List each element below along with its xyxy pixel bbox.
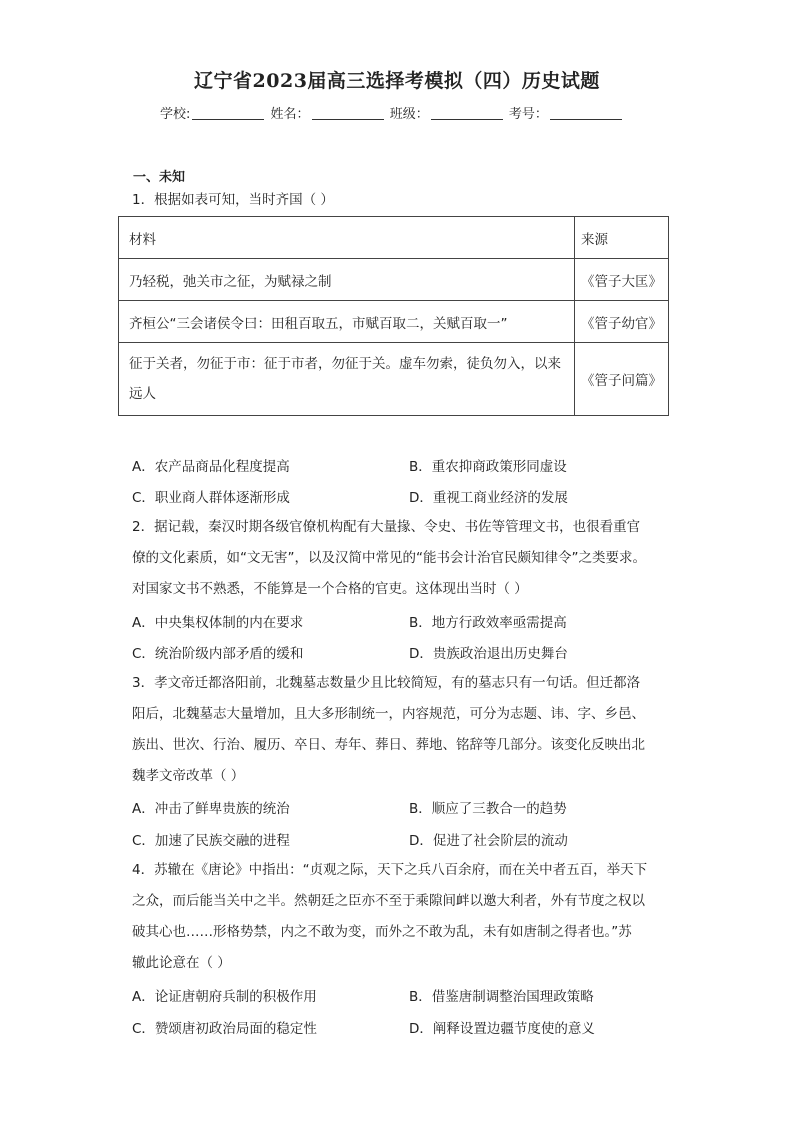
- table-cell-source: 《管子大匡》: [575, 259, 669, 301]
- question-1-stem: 1．根据如表可知，当时齐国（ ）: [132, 192, 334, 208]
- question-3-stem: [132, 668, 672, 792]
- question-4-stem: [132, 855, 672, 979]
- q4-option-c[interactable]: C．赞颂唐初政治局面的稳定性: [132, 1021, 317, 1037]
- student-info-line: [160, 103, 624, 122]
- question-4-line: 辙此论意在（ ）: [132, 955, 231, 971]
- question-3-line: 阳后，北魏墓志大量增加，且大多形制统一，内容规范，可分为志题、讳、字、乡邑、: [132, 706, 645, 722]
- q3-option-a[interactable]: A．冲击了鲜卑贵族的统治: [132, 801, 290, 817]
- q4-option-d[interactable]: D．阐释设置边疆节度使的意义: [409, 1021, 595, 1037]
- question-4-line: 4．苏辙在《唐论》中指出：“贞观之际，天下之兵八百余府，而在关中者五百，举天下: [132, 862, 648, 878]
- table-row: [119, 301, 669, 343]
- school-label: 学校:: [160, 107, 191, 122]
- table-header-row: [119, 217, 669, 259]
- question-4-line: 破其心也……形格势禁，内之不敢为变，而外之不敢为乱，未有如唐制之得者也。”苏: [132, 924, 632, 940]
- source-table: [118, 216, 669, 416]
- table-cell-material: 征于关者，勿征于市：征于市者，勿征于关。虚车勿索，徒负勿入，以来远人: [119, 343, 575, 416]
- page-title: 辽宁省2023届高三选择考模拟（四）历史试题: [194, 70, 600, 92]
- question-3-line: 魏孝文帝改革（ ）: [132, 768, 245, 784]
- q3-option-d[interactable]: D．促进了社会阶层的流动: [409, 833, 568, 849]
- q1-option-b[interactable]: B．重农抑商政策形同虚设: [409, 459, 567, 475]
- table-cell-material: 齐桓公“三会诸侯令曰：田租百取五，市赋百取二，关赋百取一”: [119, 301, 575, 343]
- name-blank[interactable]: [312, 107, 384, 120]
- table-cell-source: 《管子幼官》: [575, 301, 669, 343]
- question-2-line: 对国家文书不熟悉，不能算是一个合格的官吏。这体现出当时（ ）: [132, 581, 528, 597]
- q2-option-b[interactable]: B．地方行政效率亟需提高: [409, 615, 567, 631]
- table-header-material: 材料: [119, 217, 575, 259]
- q3-option-b[interactable]: B．顺应了三教合一的趋势: [409, 801, 567, 817]
- question-3-line: 族出、世次、行治、履历、卒日、寿年、葬日、葬地、铭辞等几部分。该变化反映出北: [132, 737, 645, 753]
- question-2-line: 2．据记载，秦汉时期各级官僚机构配有大量掾、令史、书佐等管理文书，也很看重官: [132, 519, 641, 535]
- q1-option-a[interactable]: A．农产品商品化程度提高: [132, 459, 290, 475]
- q3-option-c[interactable]: C．加速了民族交融的进程: [132, 833, 290, 849]
- class-blank[interactable]: [431, 107, 503, 120]
- school-blank[interactable]: [192, 107, 264, 120]
- table-cell-material: 乃轻税，弛关市之征，为赋禄之制: [119, 259, 575, 301]
- table-row: [119, 259, 669, 301]
- table-cell-source: 《管子问篇》: [575, 343, 669, 416]
- q2-option-a[interactable]: A．中央集权体制的内在要求: [132, 615, 304, 631]
- q2-option-d[interactable]: D．贵族政治退出历史舞台: [409, 646, 568, 662]
- section-heading: 一、未知: [133, 170, 186, 185]
- question-4-line: 之众，而后能当关中之半。然朝廷之臣亦不至于乘隙间衅以邀大利者，外有节度之权以: [132, 893, 645, 909]
- question-3-line: 3．孝文帝迁都洛阳前，北魏墓志数量少且比较简短，有的墓志只有一句话。但迁都洛: [132, 675, 641, 691]
- table-row: [119, 343, 669, 416]
- q4-option-a[interactable]: A．论证唐朝府兵制的积极作用: [132, 989, 317, 1005]
- exam-number-blank[interactable]: [550, 107, 622, 120]
- q1-option-c[interactable]: C．职业商人群体逐渐形成: [132, 490, 290, 506]
- q4-option-b[interactable]: B．借鉴唐制调整治国理政策略: [409, 989, 594, 1005]
- question-2-line: 僚的文化素质，如“文无害”，以及汉简中常见的“能书会计治官民颇知律令”之类要求。: [132, 550, 646, 566]
- name-label: 姓名：: [270, 107, 310, 122]
- class-label: 班级：: [389, 107, 429, 122]
- q2-option-c[interactable]: C．统治阶级内部矛盾的缓和: [132, 646, 304, 662]
- q1-option-d[interactable]: D．重视工商业经济的发展: [409, 490, 568, 506]
- exam-number-label: 考号：: [508, 107, 548, 122]
- table-header-source: 来源: [575, 217, 669, 259]
- question-2-stem: [132, 512, 672, 605]
